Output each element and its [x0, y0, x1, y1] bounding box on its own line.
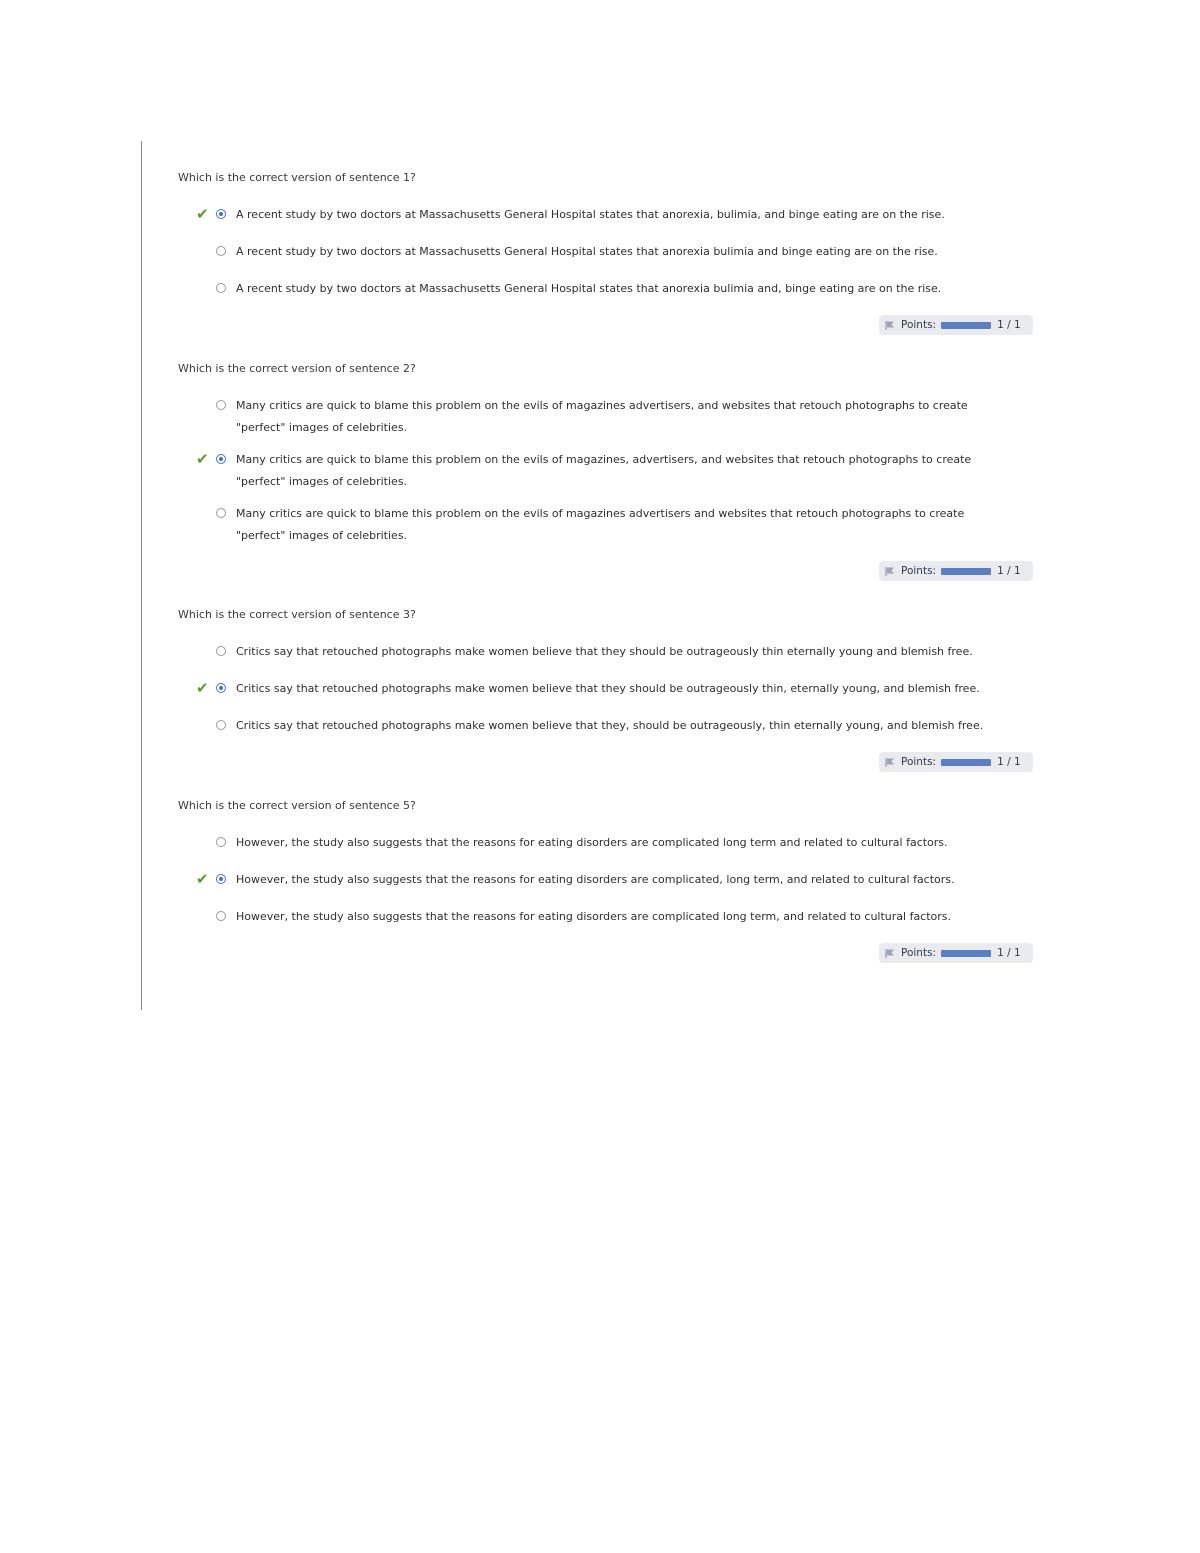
- points-label: Points:: [901, 947, 937, 959]
- points-progress-bar: [941, 322, 991, 329]
- answer-option[interactable]: [178, 832, 1038, 854]
- answer-text: Critics say that retouched photographs make women believe that they should be outrageously thin eternally young and blemish free.: [236, 645, 973, 658]
- answer-text: However, the study also suggests that the reasons for eating disorders are complicated, long term, and related to cultural factors.: [236, 873, 955, 886]
- points-progress-bar: [941, 759, 991, 766]
- radio-button[interactable]: [216, 874, 226, 884]
- points-value: 1 / 1: [997, 756, 1021, 768]
- radio-button[interactable]: [216, 683, 226, 693]
- points-badge: [879, 752, 1033, 772]
- points-badge: [879, 315, 1033, 335]
- answer-option[interactable]: [178, 395, 1038, 439]
- points-badge: [879, 943, 1033, 963]
- points-row: [178, 561, 1038, 583]
- answer-option[interactable]: [178, 641, 1038, 663]
- points-label: Points:: [901, 319, 937, 331]
- flag-icon[interactable]: [885, 757, 896, 768]
- points-label: Points:: [901, 565, 937, 577]
- question-4: [178, 798, 1038, 965]
- question-2: [178, 361, 1038, 583]
- radio-button[interactable]: [216, 454, 226, 464]
- answer-text: A recent study by two doctors at Massachusetts General Hospital states that anorexia bulimia and, binge eating are on the rise.: [236, 282, 942, 295]
- flag-icon[interactable]: [885, 320, 896, 331]
- radio-button[interactable]: [216, 283, 226, 293]
- answer-option[interactable]: [178, 906, 1038, 928]
- question-prompt: Which is the correct version of sentence 3?: [178, 608, 416, 621]
- points-value: 1 / 1: [997, 319, 1021, 331]
- checkmark-icon: ✔: [196, 205, 209, 223]
- radio-button[interactable]: [216, 911, 226, 921]
- points-progress-bar: [941, 950, 991, 957]
- answer-option[interactable]: [178, 204, 1038, 226]
- answer-text: Critics say that retouched photographs make women believe that they, should be outrageously, thin eternally young, and blemish free.: [236, 719, 984, 732]
- quiz-results: [178, 170, 1038, 989]
- points-row: [178, 943, 1038, 965]
- radio-button[interactable]: [216, 209, 226, 219]
- question-3: [178, 607, 1038, 774]
- flag-icon[interactable]: [885, 948, 896, 959]
- radio-button[interactable]: [216, 646, 226, 656]
- answer-text: Many critics are quick to blame this problem on the evils of magazines, advertisers, and websites that retouch photographs to create "perfect" images of celebrities.: [236, 453, 972, 488]
- question-prompt: Which is the correct version of sentence 5?: [178, 799, 416, 812]
- radio-button[interactable]: [216, 508, 226, 518]
- checkmark-icon: ✔: [196, 679, 209, 697]
- points-progress-bar: [941, 568, 991, 575]
- answer-option[interactable]: [178, 449, 1038, 493]
- checkmark-icon: ✔: [196, 870, 209, 888]
- radio-button[interactable]: [216, 246, 226, 256]
- answer-option[interactable]: [178, 715, 1038, 737]
- answer-text: A recent study by two doctors at Massachusetts General Hospital states that anorexia bulimia and binge eating are on the rise.: [236, 245, 938, 258]
- answer-text: However, the study also suggests that the reasons for eating disorders are complicated long term, and related to cultural factors.: [236, 910, 952, 923]
- answer-text: Many critics are quick to blame this problem on the evils of magazines advertisers and websites that retouch photographs to create "perfect" images of celebrities.: [236, 507, 965, 542]
- radio-button[interactable]: [216, 837, 226, 847]
- points-row: [178, 315, 1038, 337]
- answer-option[interactable]: [178, 278, 1038, 300]
- points-value: 1 / 1: [997, 947, 1021, 959]
- checkmark-icon: ✔: [196, 450, 209, 468]
- points-value: 1 / 1: [997, 565, 1021, 577]
- answer-option[interactable]: [178, 241, 1038, 263]
- question-prompt: Which is the correct version of sentence 1?: [178, 171, 416, 184]
- question-prompt: Which is the correct version of sentence 2?: [178, 362, 416, 375]
- answer-option[interactable]: [178, 503, 1038, 547]
- points-row: [178, 752, 1038, 774]
- radio-button[interactable]: [216, 720, 226, 730]
- radio-button[interactable]: [216, 400, 226, 410]
- question-1: [178, 170, 1038, 337]
- answer-text: A recent study by two doctors at Massachusetts General Hospital states that anorexia, bulimia, and binge eating are on the rise.: [236, 208, 945, 221]
- answer-option[interactable]: [178, 869, 1038, 891]
- flag-icon[interactable]: [885, 566, 896, 577]
- points-label: Points:: [901, 756, 937, 768]
- answer-text: Many critics are quick to blame this problem on the evils of magazines advertisers, and websites that retouch photographs to create "perfect" images of celebrities.: [236, 399, 968, 434]
- points-badge: [879, 561, 1033, 581]
- answer-text: However, the study also suggests that the reasons for eating disorders are complicated long term and related to cultural factors.: [236, 836, 948, 849]
- answer-option[interactable]: [178, 678, 1038, 700]
- left-divider-rule: [141, 141, 142, 1010]
- answer-text: Critics say that retouched photographs make women believe that they should be outrageously thin, eternally young, and blemish free.: [236, 682, 980, 695]
